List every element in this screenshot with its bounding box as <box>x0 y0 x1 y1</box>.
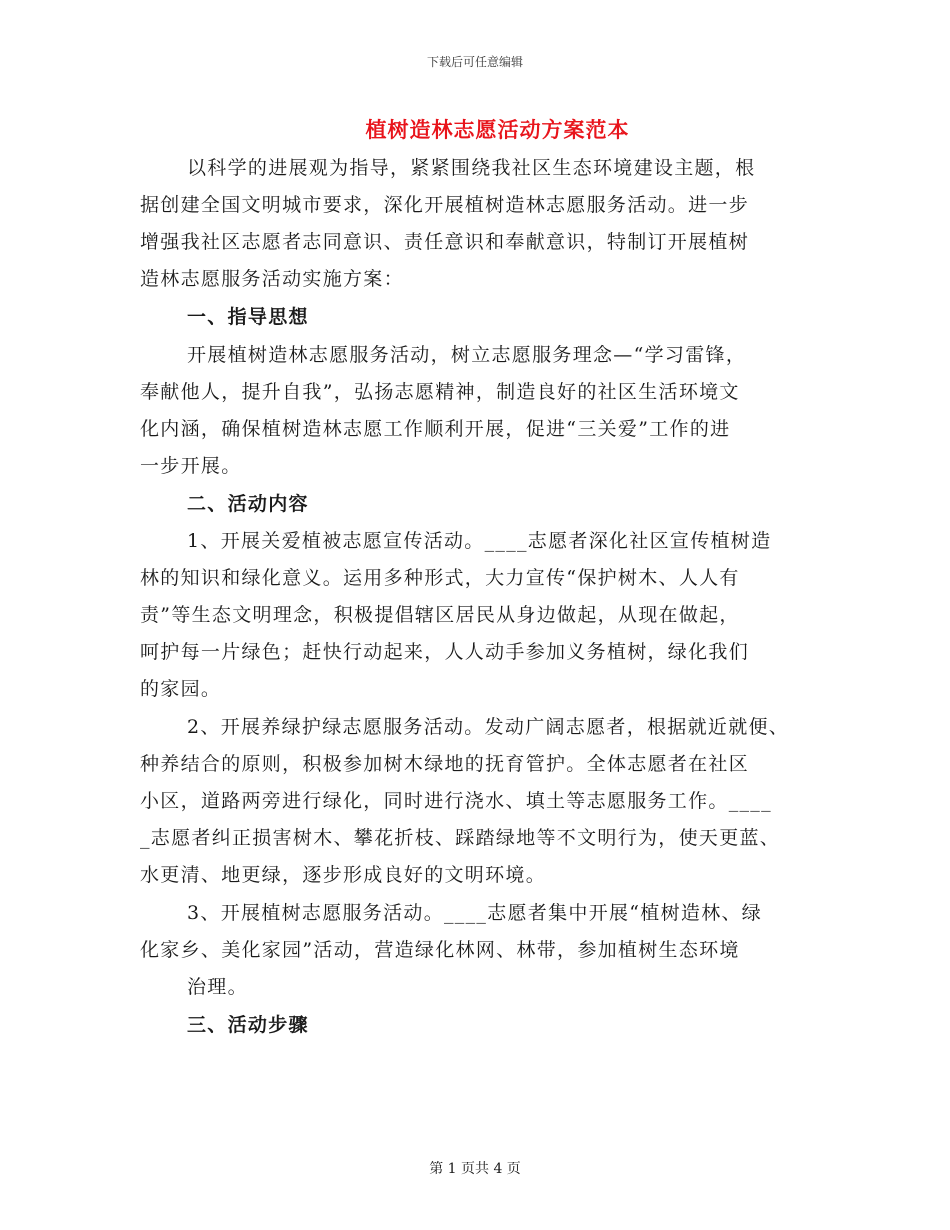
item-2-line-5: 水更清、地更绿，逐步形成良好的文明环境。 <box>140 864 547 886</box>
item-3-line-1: 3、开展植树志愿服务活动。____志愿者集中开展“植树造林、绿 <box>187 902 763 924</box>
item-2-line-4: _志愿者纠正损害树木、攀花折枝、踩踏绿地等不文明行为，使天更蓝、 <box>140 827 781 849</box>
item-2-line-1: 2、开展养绿护绿志愿服务活动。发动广阔志愿者，根据就近就便、 <box>187 716 790 738</box>
paragraph-intro-line-2: 据创建全国文明城市要求，深化开展植树造林志愿服务活动。进一步 <box>140 194 750 216</box>
section-heading-activity-content: 二、活动内容 <box>187 493 309 515</box>
item-3-line-3: 治理。 <box>187 976 248 998</box>
paragraph-ideology-line-2: 奉献他人，提升自我”，弘扬志愿精神，制造良好的社区生活环境文 <box>140 381 740 403</box>
paragraph-intro-line-3: 增强我社区志愿者志同意识、责任意识和奉献意识，特制订开展植树 <box>140 231 750 253</box>
item-3-line-2: 化家乡、美化家园”活动，营造绿化林网、林带，参加植树生态环境 <box>140 939 740 961</box>
item-1-line-1: 1、开展关爱植被志愿宣传活动。____志愿者深化社区宣传植树造 <box>187 530 772 552</box>
item-1-line-3: 责”等生态文明理念，积极提倡辖区居民从身边做起，从现在做起， <box>140 604 740 626</box>
paragraph-ideology-line-3: 化内涵，确保植树造林志愿工作顺利开展，促进“三关爱”工作的进 <box>140 418 731 440</box>
paragraph-intro-line-4: 造林志愿服务活动实施方案： <box>140 268 404 290</box>
paragraph-intro-line-1: 以科学的进展观为指导，紧紧围绕我社区生态环境建设主题，根 <box>187 157 756 179</box>
item-2-line-2: 种养结合的原则，积极参加树木绿地的抚育管护。全体志愿者在社区 <box>140 753 750 775</box>
item-1-line-5: 的家园。 <box>140 678 222 700</box>
item-1-line-4: 呵护每一片绿色；赶快行动起来，人人动手参加义务植树，绿化我们 <box>140 641 750 663</box>
document-title: 植树造林志愿活动方案范本 <box>365 117 630 142</box>
paragraph-ideology-line-1: 开展植树造林志愿服务活动，树立志愿服务理念—“学习雷锋， <box>187 344 747 366</box>
page-header: 下载后可任意编辑 <box>426 55 523 69</box>
item-1-line-2: 林的知识和绿化意义。运用多种形式，大力宣传“保护树木、人人有 <box>140 567 740 589</box>
paragraph-ideology-line-4: 一步开展。 <box>140 455 242 477</box>
page-number: 第 1 页共 4 页 <box>429 1161 521 1177</box>
section-heading-guiding-ideology: 一、指导思想 <box>187 306 309 328</box>
section-heading-activity-steps: 三、活动步骤 <box>187 1014 309 1036</box>
item-2-line-3: 小区，道路两旁进行绿化，同时进行浇水、填土等志愿服务工作。____ <box>140 790 772 812</box>
